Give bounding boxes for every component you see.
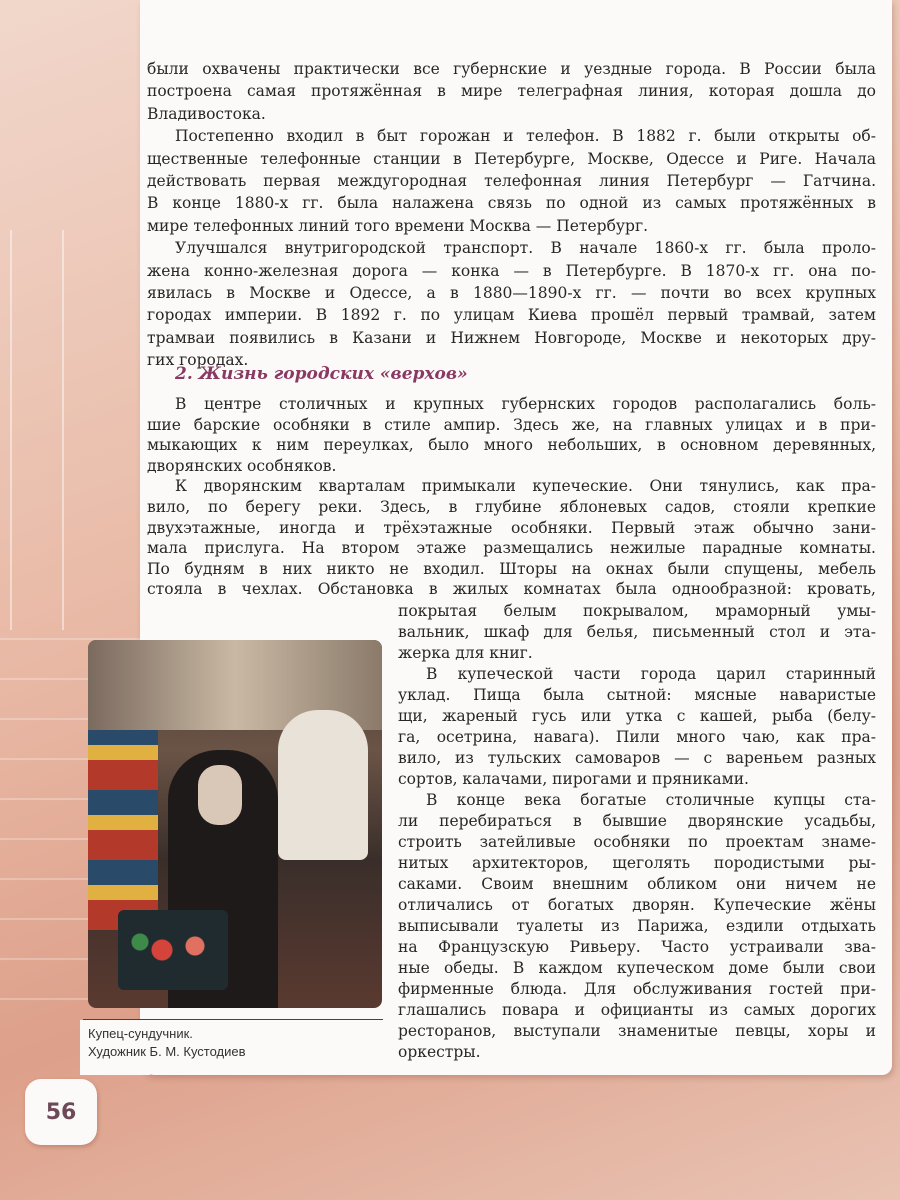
text-line: По будням в них никто не входил. Шторы на окнах были спущены, мебель (147, 559, 876, 578)
text-line: дворянских особняков. (147, 456, 337, 475)
text-line: щи, жареный гусь или утка с кашей, рыба (белу- (398, 707, 876, 725)
painting-painted-tray (118, 910, 228, 990)
text-line: построена самая протяжённая в мире телеграфная линия, которая дошла до (147, 82, 876, 101)
text-line: мала прислуга. На втором этаже размещались нежилые парадные комнаты. (147, 539, 876, 558)
text-line: вило, по берегу реки. Здесь, в глубине яблоневых садов, стояли крепкие (147, 497, 876, 516)
text-line: мыкающих к ним переулках, было много небольших, в основном деревянных, (147, 436, 876, 455)
caption-title: Купец-сундучник. (88, 1026, 193, 1041)
text-line: га, осетрина, навага). Пили много чаю, как пра- (398, 728, 876, 746)
caption-divider (83, 1019, 383, 1020)
text-line: выписывали туалеты из Парижа, ездили отдыхать (398, 917, 876, 935)
text-line: К дворянским кварталам примыкали купеческие. Они тянулись, как пра- (175, 477, 876, 496)
text-line: ли перебираться в бывшие дворянские усадьбы, (398, 812, 876, 830)
text-line: трамваи появились в Казани и Нижнем Новгороде, Москве и некоторых дру- (147, 328, 876, 347)
painting-merchant-illustration (88, 640, 382, 1008)
text-line: Постепенно входил в быт горожан и телефон. В 1882 г. были открыты об- (175, 127, 876, 146)
text-line: В конце века богатые столичные купцы ста- (426, 791, 876, 809)
text-line: вальник, шкаф для белья, письменный стол и эта- (398, 623, 876, 641)
text-line: строить затейливые особняки по проектам знаме- (398, 833, 876, 851)
text-line: саками. Своим внешним обликом они ничем не (398, 875, 876, 893)
text-line: В конце 1880-х гг. была налажена связь по одной из самых протяжённых в (147, 194, 876, 213)
text-line: жерка для книг. (398, 644, 533, 662)
text-block-merchants (398, 601, 876, 1063)
text-line: покрытая белым покрывалом, мраморный умы- (398, 602, 876, 620)
text-line: были охвачены практически все губернские и уездные города. В России была (147, 60, 876, 78)
page-number: 56 (25, 1079, 97, 1145)
text-line: В купеческой части города царил старинный (426, 665, 876, 683)
text-line: вило, из тульских самоваров — с вареньем разных (398, 749, 876, 767)
text-line: нитых архитекторов, щеголять породистыми ры- (398, 854, 876, 872)
text-line: действовать первая междугородная телефонная линия Петербург — Гатчина. (147, 172, 876, 191)
text-line: ресторанов, выступали знаменитые певцы, хоры и (398, 1022, 876, 1040)
text-line: двухэтажные, иногда и трёхэтажные особняки. Первый этаж обычно зани- (147, 518, 876, 537)
text-block-city-elite (147, 394, 876, 600)
painting-merchant-face (198, 765, 242, 825)
background-chimney-drawing (10, 230, 64, 630)
text-line: В центре столичных и крупных губернских городов располагались боль- (175, 395, 876, 413)
text-line: сортов, калачами, пирогами и пряниками. (398, 770, 749, 788)
image-caption (88, 1025, 246, 1061)
text-line: Улучшался внутригородской транспорт. В начале 1860-х гг. была проло- (175, 239, 876, 258)
caption-artist: Художник Б. М. Кустодиев (88, 1044, 246, 1059)
text-line: щественные телефонные станции в Петербурге, Москве, Одессе и Риге. Начала (147, 149, 876, 168)
text-line: оркестры. (398, 1043, 481, 1061)
text-line: мире телефонных линий того времени Москва — Петербург. (147, 216, 649, 235)
painting-chests (88, 730, 158, 930)
text-line: гих городах. (147, 351, 249, 370)
text-line: ные обеды. В каждом купеческом доме были свои (398, 959, 876, 977)
section-heading: 2. Жизнь городских «верхов» (175, 364, 468, 384)
text-block-telegraph-transport (147, 58, 876, 372)
text-line: глашались повара и официанты из самых дорогих (398, 1001, 876, 1019)
text-line: явилась в Москве и Одессе, а в 1880—1890-х гг. — почти во всех крупных (147, 284, 876, 303)
text-line: фирменные блюда. Для обслуживания гостей при- (398, 980, 876, 998)
text-line: отличались от богатых дворян. Купеческие жёны (398, 896, 876, 914)
text-line: городах империи. В 1892 г. по улицам Киева прошёл первый трамвай, затем (147, 306, 876, 325)
text-line: стояла в чехлах. Обстановка в жилых комнатах была однообразной: кровать, (147, 580, 876, 599)
text-line: жена конно-железная дорога — конка — в Петербурге. В 1870-х гг. она по- (147, 261, 876, 280)
painting-shop-sign (278, 710, 368, 860)
text-line: уклад. Пища была сытной: мясные наваристые (398, 686, 876, 704)
text-line: на Французскую Ривьеру. Часто устраивали зва- (398, 938, 876, 956)
text-line: шие барские особняки в стиле ампир. Здесь же, на главных улицах и в при- (147, 415, 876, 434)
text-line: Владивостока. (147, 104, 266, 123)
